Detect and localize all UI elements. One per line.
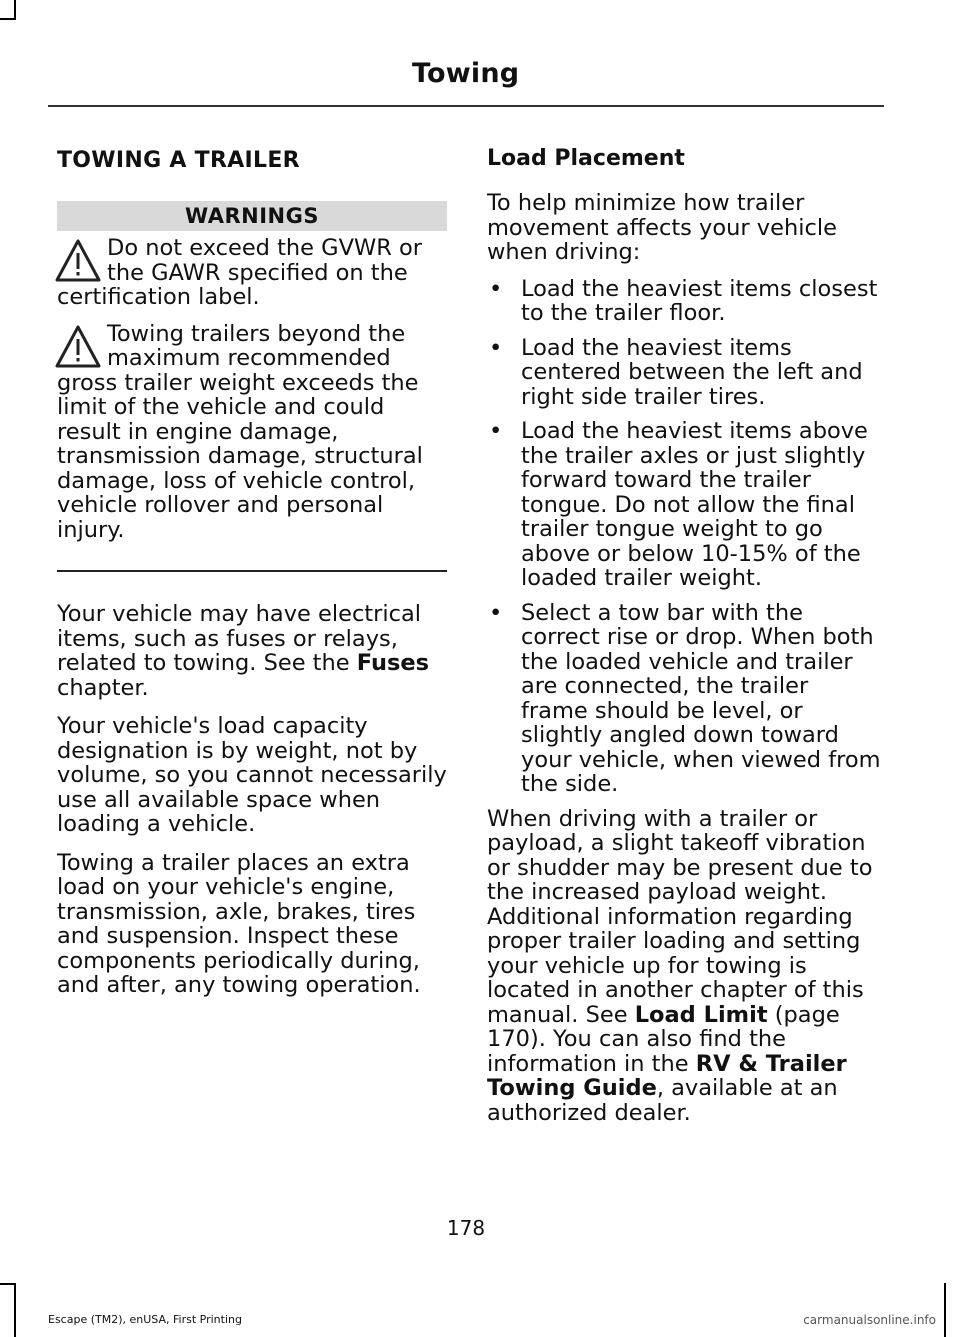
list-item bbox=[487, 601, 882, 797]
list-item-text: Load the heaviest items above the trailer axles or just slightly forward toward the trailer tongue. Do not allow the final trailer tongue weight to go above or below 10-15% of the loaded trailer weight. bbox=[521, 418, 868, 591]
page-number: 178 bbox=[446, 1216, 486, 1240]
load-limit-reference: Load Limit bbox=[634, 1001, 768, 1028]
bullet-glyph: • bbox=[489, 599, 503, 626]
paragraph bbox=[57, 602, 447, 700]
warning-text: Towing trailers beyond the maximum recommended gross trailer weight exceeds the limit of the vehicle and could result in engine damage, transmission damage, structural damage, loss of vehicle control, vehicle rollover and personal injury. bbox=[57, 320, 423, 543]
bullet-glyph: • bbox=[489, 418, 503, 444]
list-item bbox=[487, 336, 882, 410]
list-item-text: Select a tow bar with the correct rise or drop. When both the loaded vehicle and trailer are connected, the trailer frame should be level, or slightly angled down toward your vehicle, when viewed from the side. bbox=[521, 599, 881, 797]
section-heading: TOWING A TRAILER bbox=[57, 148, 300, 173]
paragraph: Your vehicle's load capacity designation is by weight, not by volume, so you cannot necessarily use all available space when loading a vehicle. bbox=[57, 713, 447, 837]
bullet-glyph: • bbox=[489, 334, 503, 361]
subsection-heading: Load Placement bbox=[487, 146, 685, 171]
bullet-glyph: • bbox=[489, 275, 503, 302]
list-item-text: Load the heaviest items closest to the trailer floor. bbox=[521, 275, 878, 326]
list-item bbox=[487, 419, 882, 591]
warning-triangle-icon bbox=[55, 238, 101, 284]
warnings-box bbox=[57, 201, 447, 572]
crop-mark bbox=[14, 0, 16, 20]
paragraph: Towing a trailer places an extra load on your vehicle's engine, transmission, axle, brakes, tires and suspension. Inspect these components periodically during, and after, any towing operation. bbox=[57, 849, 421, 998]
towing-guide-reference: RV & Trailer Towing Guide bbox=[487, 1050, 847, 1101]
footer-text: Escape (TM2), enUSA, First Printing bbox=[48, 1313, 242, 1326]
crop-mark bbox=[14, 1283, 16, 1337]
list-item bbox=[487, 277, 882, 326]
section-title: Towing bbox=[412, 58, 520, 89]
warning-item bbox=[57, 236, 447, 310]
paragraph: To help minimize how trailer movement affects your vehicle when driving: bbox=[487, 190, 837, 265]
left-column bbox=[57, 140, 447, 998]
warning-triangle-icon bbox=[55, 324, 101, 370]
header-divider bbox=[48, 105, 884, 107]
paragraph bbox=[487, 807, 882, 1126]
crop-mark bbox=[944, 1283, 946, 1337]
warnings-divider bbox=[57, 570, 447, 572]
right-column bbox=[487, 140, 882, 1125]
watermark: carmanualsonline.info bbox=[803, 1313, 936, 1327]
paragraph-text: When driving with a trailer or payload, a slight takeoff vibration or shudder may be present due to the increased payload weight. Additional information regarding proper trailer loading and setting your vehicle up for towing is located in another chapter of this manual. See bbox=[487, 805, 873, 1028]
paragraph-text: Your vehicle may have electrical items, such as fuses or relays, related to towing. See the bbox=[57, 601, 422, 676]
warning-item bbox=[57, 322, 447, 543]
paragraph-text: (page 170). You can also find the information in the bbox=[487, 1001, 840, 1077]
list-item-text: Load the heaviest items centered between the left and right side trailer tires. bbox=[521, 334, 863, 410]
warnings-title: WARNINGS bbox=[57, 201, 447, 231]
paragraph-text: , available at an authorized dealer. bbox=[487, 1075, 838, 1126]
crop-mark bbox=[0, 18, 16, 20]
fuses-reference: Fuses bbox=[356, 650, 430, 676]
paragraph-text: chapter. bbox=[57, 674, 149, 701]
warning-text: Do not exceed the GVWR or the GAWR specified on the certification label. bbox=[57, 235, 423, 310]
bullet-list bbox=[487, 277, 882, 797]
crop-mark bbox=[0, 1283, 16, 1285]
